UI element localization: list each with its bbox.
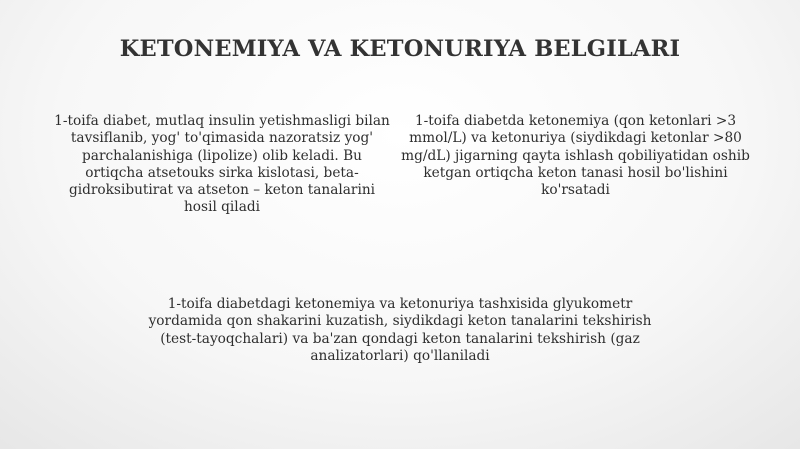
right-paragraph: 1-toifa diabetda ketonemiya (qon ketonlari >3 mmol/L) va ketonuriya (siydikdagi ketonlar >80 mg/dL) jigarning qayta ishlash qobiliyatidan oshib ketgan ortiqcha keton tanasi hosil bo'lishini ko'rsatadi xyxy=(401,113,750,199)
slide-title: KETONEMIYA VA KETONURIYA BELGILARI xyxy=(119,36,681,62)
bottom-paragraph: 1-toifa diabetdagi ketonemiya va ketonuriya tashxisida glyukometr yordamida qon shakarini kuzatish, siydikdagi keton tanalarini tekshirish (test-tayoqchalari) va ba'zan qondagi keton tanalarini tekshirish (gaz analizatorlari) qo'llaniladi xyxy=(148,296,652,364)
left-paragraph: 1-toifa diabet, mutlaq insulin yetishmasligi bilan tavsiflanib, yog' to'qimasida nazoratsiz yog' parchalanishiga (lipolize) olib keladi. Bu ortiqcha atsetouks sirka kislotasi, beta-gidroksibutirat va atseton – keton tanalarini hosil qiladi xyxy=(54,113,390,216)
